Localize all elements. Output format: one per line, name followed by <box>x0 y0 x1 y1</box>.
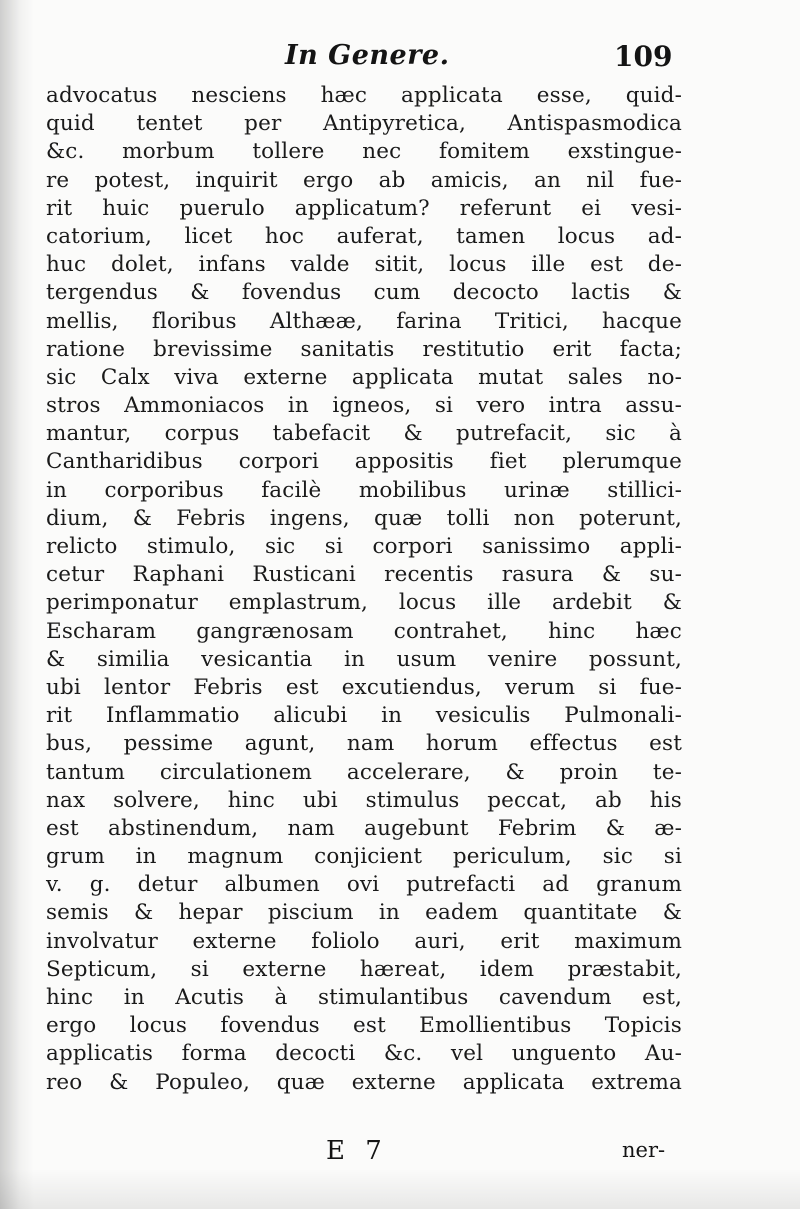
text-line: ratione brevissime sanitatis restitutio erit facta; <box>46 336 682 362</box>
text-line: in corporibus facilè mobilibus urinæ stillici- <box>46 477 682 503</box>
text-line: applicatis forma decocti &c. vel unguento Au- <box>46 1041 682 1067</box>
text-line: relicto stimulo, sic si corpori sanissimo appli- <box>46 534 682 559</box>
text-line: advocatus nesciens hæc applicata esse, quid- <box>46 83 682 108</box>
signature-mark: E 7 <box>326 1136 388 1166</box>
running-head <box>0 40 800 80</box>
text-line: tergendus & fovendus cum decocto lactis & <box>46 280 682 306</box>
page-footer <box>0 1136 800 1172</box>
text-line: semis & hepar piscium in eadem quantitate & <box>46 900 682 926</box>
text-line: reo & Populeo, quæ externe applicata extrema <box>46 1069 682 1095</box>
text-line: mellis, floribus Althææ, farina Tritici, hacque <box>46 308 682 334</box>
text-line: involvatur externe foliolo auri, erit maximum <box>46 928 682 954</box>
spine-shadow <box>0 0 34 1209</box>
text-line: tantum circulationem accelerare, & proin te- <box>46 759 682 785</box>
catchword: ner- <box>622 1138 666 1162</box>
text-line: grum in magnum conjicient periculum, sic si <box>46 844 682 870</box>
body-text <box>46 82 682 1097</box>
text-line: mantur, corpus tabefacit & putrefacit, sic à <box>46 421 682 447</box>
running-title: In Genere. <box>285 40 450 71</box>
text-line: rit Inflammatio alicubi in vesiculis Pulmonali- <box>46 703 682 729</box>
bottom-shadow <box>0 1169 800 1209</box>
text-line: Escharam gangrænosam contrahet, hinc hæc <box>46 618 682 644</box>
text-line: re potest, inquirit ergo ab amicis, an nil fue- <box>46 167 682 193</box>
text-line: ergo locus fovendus est Emollientibus Topicis <box>46 1013 682 1039</box>
text-line: v. g. detur albumen ovi putrefacti ad granum <box>46 872 682 898</box>
text-line: dium, & Febris ingens, quæ tolli non poterunt, <box>46 505 682 531</box>
text-line: ubi lentor Febris est excutiendus, verum si fue- <box>46 674 682 700</box>
page-number: 109 <box>614 40 673 73</box>
text-line: stros Ammoniacos in igneos, si vero intra assu- <box>46 393 682 419</box>
text-line: Cantharidibus corpori appositis fiet plerumque <box>46 449 682 475</box>
text-line: & similia vesicantia in usum venire possunt, <box>46 646 682 672</box>
text-line: huc dolet, infans valde sitit, locus ille est de- <box>46 252 682 278</box>
text-line: cetur Raphani Rusticani recentis rasura & su- <box>46 562 682 588</box>
text-line: rit huic puerulo applicatum? referunt ei vesi- <box>46 195 682 221</box>
text-line: sic Calx viva externe applicata mutat sales no- <box>46 364 682 390</box>
text-line: nax solvere, hinc ubi stimulus peccat, ab his <box>46 787 682 813</box>
text-line: Septicum, si externe hæreat, idem præstabit, <box>46 956 682 982</box>
text-line: catorium, licet hoc auferat, tamen locus ad- <box>46 223 682 249</box>
text-line: quid tentet per Antipyretica, Antispasmodica <box>46 111 682 137</box>
text-line: &c. morbum tollere nec fomitem exstingue- <box>46 139 682 165</box>
text-line: perimponatur emplastrum, locus ille ardebit & <box>46 590 682 616</box>
text-line: hinc in Acutis à stimulantibus cavendum est, <box>46 985 682 1010</box>
text-line: est abstinendum, nam augebunt Febrim & æ- <box>46 815 682 841</box>
text-line: bus, pessime agunt, nam horum effectus est <box>46 731 682 757</box>
